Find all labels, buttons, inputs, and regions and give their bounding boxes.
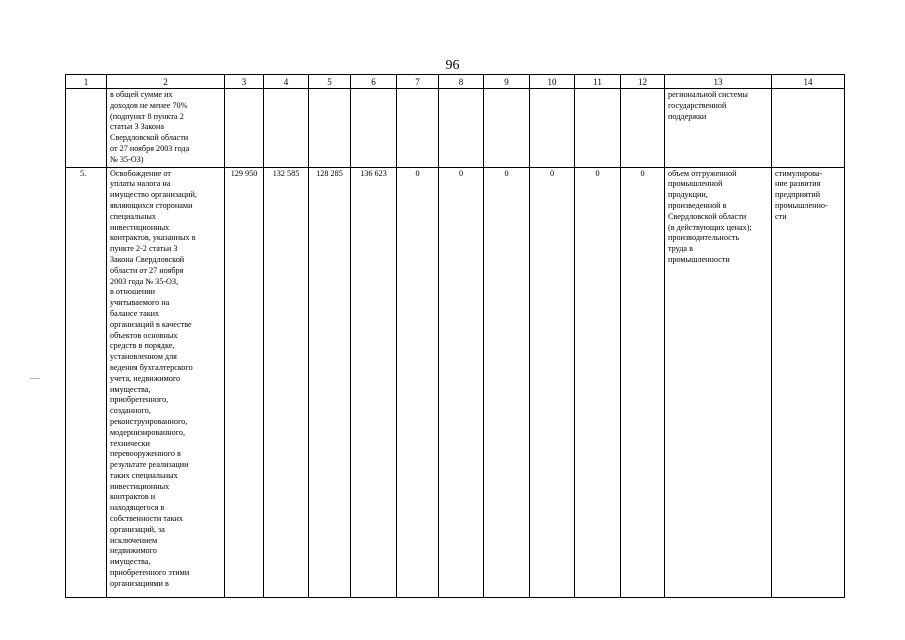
header-row — [66, 75, 845, 89]
row-number: 5. — [80, 168, 87, 178]
value-cell: 136 623 — [351, 167, 397, 597]
value-cell: 0 — [484, 167, 530, 597]
value-cell: 0 — [575, 167, 621, 597]
table-row — [66, 167, 845, 597]
margin-mark — [30, 378, 40, 379]
description-text: в общей сумме их доходов не менее 70% (подпункт 8 пункта 2 статьи 3 Закона Свердловской области от 27 ноября 2003 года № 35-ОЗ) — [110, 90, 190, 164]
description-text: Освобождение от уплаты налога на имущество организаций, являющихся сторонами специальных инвестиционных контрактов, указанных в пункте 2-2 статьи 3 Закона Свердловской области от 27 ноября 2003 года № 35-ОЗ, в отношении учитываемого на балансе таких организаций в качестве объектов основных средств в порядке, установленном для ведения бухгалтерского учета, недвижимого имущества, приобретенного, созданного, реконструированного, модернизированного, технически перевооруженного в результате реализации таких специальных инвестиционных контрактов и находящегося в собственности таких организаций, за исключением недвижимого имущества, приобретенного этими организациями в — [110, 168, 197, 588]
header-cell: 2 — [107, 75, 225, 89]
header-cell: 11 — [575, 75, 621, 89]
value-cell — [264, 89, 309, 168]
header-cell: 14 — [772, 75, 845, 89]
indicator-cell — [665, 167, 772, 597]
row-number-cell — [66, 89, 107, 168]
description-cell — [107, 89, 225, 168]
header-cell: 13 — [665, 75, 772, 89]
data-table — [65, 74, 845, 598]
value-cell — [575, 89, 621, 168]
header-cell: 4 — [264, 75, 309, 89]
value-cell: 0 — [397, 167, 439, 597]
value-cell: 128 285 — [309, 167, 351, 597]
value-cell — [621, 89, 665, 168]
goal-cell — [772, 167, 845, 597]
header-cell: 1 — [66, 75, 107, 89]
value-cell — [309, 89, 351, 168]
header-cell: 8 — [439, 75, 484, 89]
header-cell: 6 — [351, 75, 397, 89]
value-cell — [484, 89, 530, 168]
value-cell: 132 585 — [264, 167, 309, 597]
value-cell — [397, 89, 439, 168]
header-cell: 10 — [530, 75, 575, 89]
goal-text: стимулирова- ние развития предприятий промышленно- сти — [775, 168, 828, 221]
row-number — [66, 89, 106, 90]
value-cell: 0 — [439, 167, 484, 597]
page-number: 96 — [445, 58, 460, 73]
header-cell: 5 — [309, 75, 351, 89]
goal-text — [772, 89, 844, 91]
value-cell — [530, 89, 575, 168]
value-cell — [225, 89, 264, 168]
goal-cell — [772, 89, 845, 168]
value-cell: 129 950 — [225, 167, 264, 597]
header-cell: 12 — [621, 75, 665, 89]
header-cell: 3 — [225, 75, 264, 89]
indicator-cell — [665, 89, 772, 168]
value-cell: 0 — [530, 167, 575, 597]
description-cell — [107, 167, 225, 597]
value-cell — [439, 89, 484, 168]
value-cell: 0 — [621, 167, 665, 597]
row-number-cell — [66, 167, 107, 597]
header-cell: 9 — [484, 75, 530, 89]
indicator-text: региональной системы государственной поддержки — [668, 90, 748, 121]
indicator-text: объем отгруженной промышленной продукции, произведенной в Свердловской области (в действующих ценах); производительность труда в промышленности — [668, 168, 752, 264]
value-cell — [351, 89, 397, 168]
header-cell: 7 — [397, 75, 439, 89]
table-row — [66, 89, 845, 168]
